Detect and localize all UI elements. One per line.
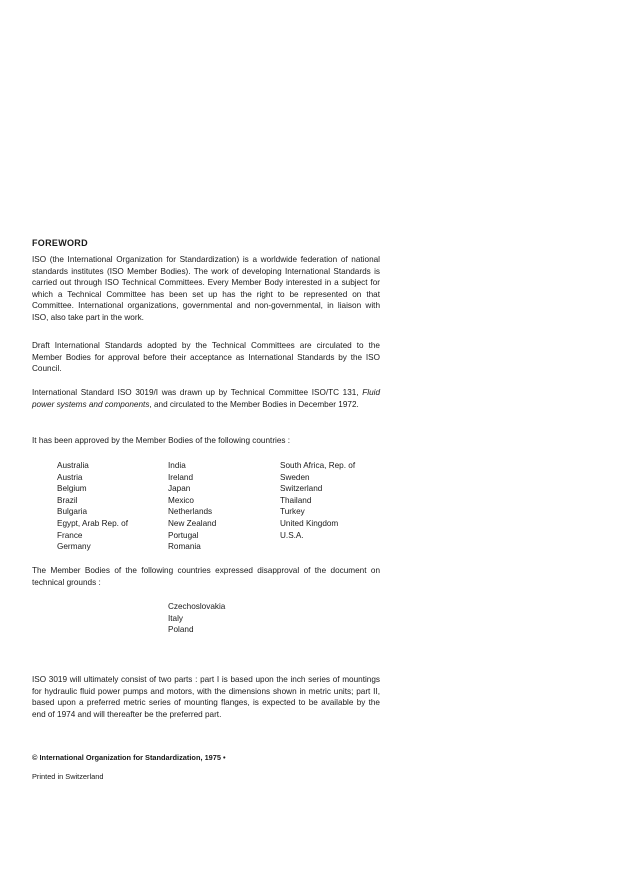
country-item: Romania: [168, 542, 201, 552]
country-item: Belgium: [57, 484, 87, 494]
country-item: Austria: [57, 472, 83, 482]
country-item: France: [57, 530, 83, 540]
copyright-notice: © International Organization for Standardization, 1975 •: [32, 753, 226, 762]
country-list-col1: [57, 460, 128, 553]
country-item: Australia: [57, 461, 89, 470]
country-item: New Zealand: [168, 518, 217, 528]
country-item: Thailand: [280, 495, 312, 505]
country-item: Bulgaria: [57, 507, 88, 517]
paragraph-disapproval: The Member Bodies of the following countries expressed disapproval of the document on technical grounds :: [32, 566, 380, 587]
country-item: Sweden: [280, 472, 310, 482]
origin-text-end: , and circulated to the Member Bodies in December 1972.: [149, 399, 359, 409]
paragraph-standard-origin: [32, 387, 380, 410]
country-item: Egypt, Arab Rep. of: [57, 518, 129, 528]
paragraph-parts: ISO 3019 will ultimately consist of two parts : part I is based upon the inch series of mountings for hydraulic fluid power pumps and motors, with the dimensions shown in metric units; part II, based upon a preferred metric series of mounting flanges, is expected to be available by the end of 1974 and will thereafter be the preferred part.: [32, 675, 380, 719]
country-item: India: [168, 461, 186, 470]
committee-title: Fluid power systems and components: [32, 388, 380, 409]
paragraph-iso-intro: ISO (the International Organization for Standardization) is a worldwide federation of national standards institutes (ISO Member Bodies). The work of developing International Standards is carried out through ISO Technical Committees. Every Member Body interested in a subject for which a Technical Committee has been set up has the right to be represented on that Committee. International organizations, governmental and non-governmental, in liaison with ISO, also take part in the work.: [32, 255, 380, 322]
country-item: Portugal: [168, 530, 199, 540]
country-item: Czechoslovakia: [168, 602, 226, 611]
country-item: U.S.A.: [280, 530, 304, 540]
paragraph-draft-standards: Draft International Standards adopted by the Technical Committees are circulated to the Member Bodies for approval before their acceptance as International Standards by the ISO Council.: [32, 341, 380, 374]
printed-location: Printed in Switzerland: [32, 772, 104, 781]
country-item: Switzerland: [280, 484, 323, 494]
country-item: United Kingdom: [280, 518, 339, 528]
country-item: Japan: [168, 484, 191, 494]
country-item: Ireland: [168, 472, 194, 482]
paragraph-approval: It has been approved by the Member Bodies of the following countries :: [32, 436, 291, 445]
country-item: Turkey: [280, 507, 305, 517]
country-item: Germany: [57, 542, 91, 552]
country-item: Poland: [168, 625, 194, 635]
origin-text-start: International Standard ISO 3019/I was drawn up by Technical Committee ISO/TC 131,: [32, 388, 363, 397]
country-item: Netherlands: [168, 507, 213, 517]
country-item: Italy: [168, 613, 184, 623]
foreword-heading: FOREWORD: [32, 238, 88, 248]
country-item: Mexico: [168, 495, 194, 505]
disapproval-country-list: [168, 601, 225, 636]
country-item: Brazil: [57, 495, 78, 505]
country-list-col2: [168, 460, 216, 553]
country-list-col3: [280, 460, 355, 541]
country-item: South Africa, Rep. of: [280, 461, 356, 470]
